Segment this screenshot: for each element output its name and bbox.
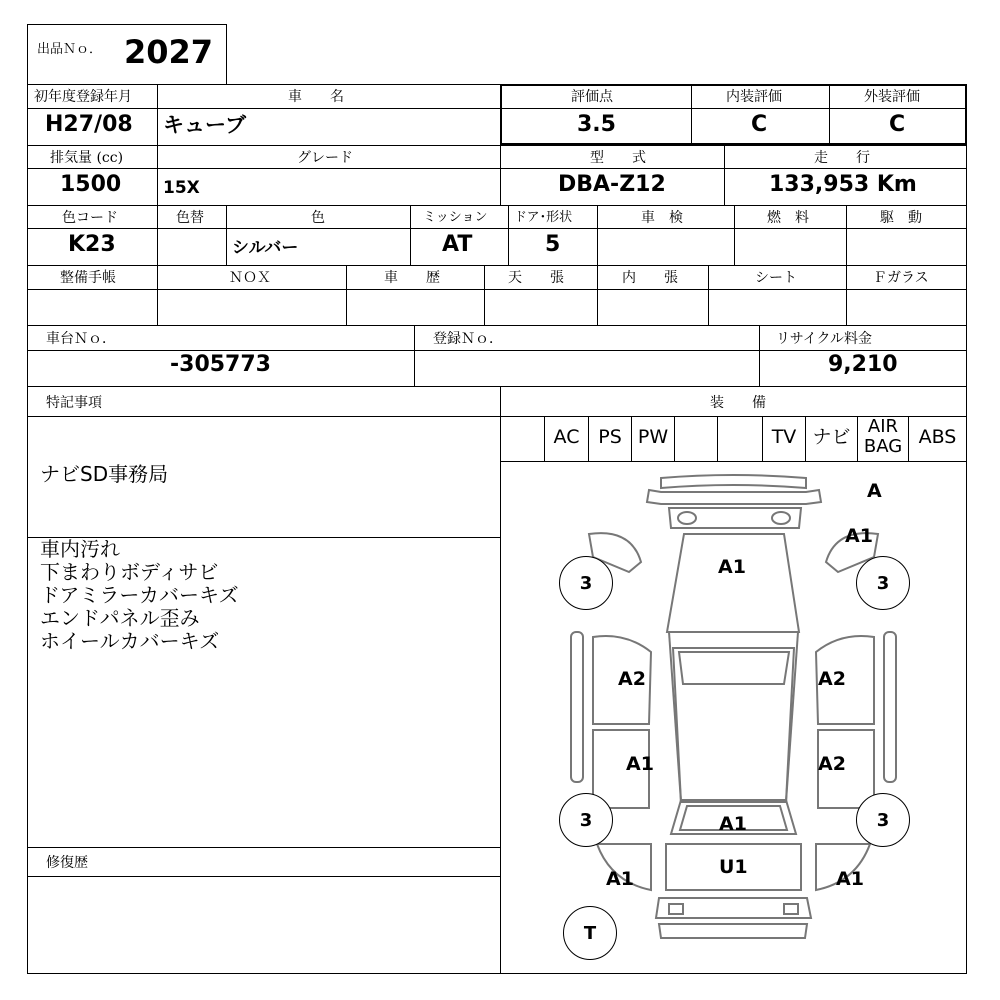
score-value: 3.5: [577, 112, 616, 137]
equipment-airbag: AIR BAG: [863, 416, 903, 457]
equipment-abs: ABS: [918, 426, 957, 448]
model-label: 型 式: [590, 150, 646, 166]
damage-hood-right: A1: [845, 525, 873, 547]
chassis-label: 車台Ｎｏ．: [46, 331, 116, 347]
tire-front-left: 3: [559, 556, 613, 610]
drive-label: 駆 動: [880, 210, 922, 226]
notes-nav: ナビSD事務局: [40, 462, 169, 486]
note-line: エンドパネル歪み: [40, 606, 200, 630]
repaint-label: 色替: [176, 210, 204, 226]
lot-number-label: 出品Ｎｏ．: [37, 42, 103, 57]
damage-left-rear-quarter: A1: [606, 868, 634, 890]
front-glass-label: Ｆガラス: [873, 270, 929, 286]
car-name: キューブ: [163, 113, 246, 137]
door-label: ドア･形状: [514, 210, 573, 225]
damage-left-front-door: A2: [618, 668, 646, 690]
seat-label: シート: [755, 270, 797, 286]
damage-right-rear-door: A2: [818, 753, 846, 775]
equipment-ac: AC: [553, 426, 580, 448]
exterior-grade: C: [889, 112, 906, 137]
note-line: ドアミラーカバーキズ: [40, 583, 239, 607]
displacement-label: 排気量 (cc): [50, 150, 124, 166]
repair-history-label: 修復歴: [46, 855, 88, 871]
tire-front-right: 3: [856, 556, 910, 610]
notes-label: 特記事項: [46, 395, 102, 411]
exterior-label: 外装評価: [864, 89, 920, 105]
note-line: 車内汚れ: [40, 537, 120, 561]
equipment-navi: ナビ: [812, 426, 851, 448]
lot-number: 2027: [124, 33, 214, 71]
chassis-number: -305773: [170, 352, 271, 377]
damage-right-front-door: A2: [818, 668, 846, 690]
first-registration: H27/08: [45, 112, 133, 137]
spare-tire: T: [563, 906, 617, 960]
tire-rear-right: 3: [856, 793, 910, 847]
year-label: 初年度登録年月: [34, 89, 132, 105]
note-line: ホイールカバーキズ: [40, 629, 220, 653]
note-line: 下まわりボディサビ: [40, 560, 219, 584]
mission: AT: [442, 232, 473, 257]
interior-label: 内装評価: [726, 89, 782, 105]
car-name-label: 車 名: [288, 89, 344, 105]
damage-front: A: [867, 480, 882, 502]
equipment-ps: PS: [598, 426, 622, 448]
grade: 15X: [163, 178, 200, 198]
recycle-label: リサイクル料金: [776, 331, 873, 347]
roof-label: 天 張: [508, 270, 564, 286]
color-label: 色: [311, 210, 325, 226]
fuel-label: 燃 料: [767, 210, 809, 226]
color: シルバー: [232, 238, 299, 258]
mission-label: ミッション: [423, 210, 488, 225]
recycle-fee: 9,210: [828, 352, 898, 377]
inspection-label: 車 検: [641, 210, 683, 226]
model-code: DBA-Z12: [558, 172, 666, 197]
damage-windshield: A1: [718, 556, 746, 578]
car-diagram: [501, 462, 966, 973]
inner-lining-label: 内 張: [622, 270, 678, 286]
registration-label: 登録Ｎｏ．: [433, 331, 503, 347]
mileage: 133,953 Km: [769, 172, 917, 197]
equipment-label: 装 備: [710, 395, 766, 411]
damage-rear-window: A1: [719, 813, 747, 835]
door: 5: [545, 232, 561, 257]
nox-label: ＮＯＸ: [229, 270, 271, 286]
history-label: 車 歴: [384, 270, 440, 286]
mileage-label: 走 行: [814, 150, 870, 166]
grade-label: グレード: [297, 150, 353, 166]
score-label: 評価点: [571, 89, 613, 105]
tire-rear-left: 3: [559, 793, 613, 847]
maintenance-label: 整備手帳: [60, 270, 116, 286]
equipment-tv: TV: [771, 426, 797, 448]
color-code-label: 色コード: [62, 210, 118, 226]
displacement: 1500: [60, 172, 122, 197]
damage-left-rear-door: A1: [626, 753, 654, 775]
damage-rear: U1: [719, 856, 748, 878]
damage-right-rear-quarter: A1: [836, 868, 864, 890]
equipment-pw: PW: [637, 426, 669, 448]
color-code: K23: [68, 232, 116, 257]
interior-grade: C: [751, 112, 768, 137]
